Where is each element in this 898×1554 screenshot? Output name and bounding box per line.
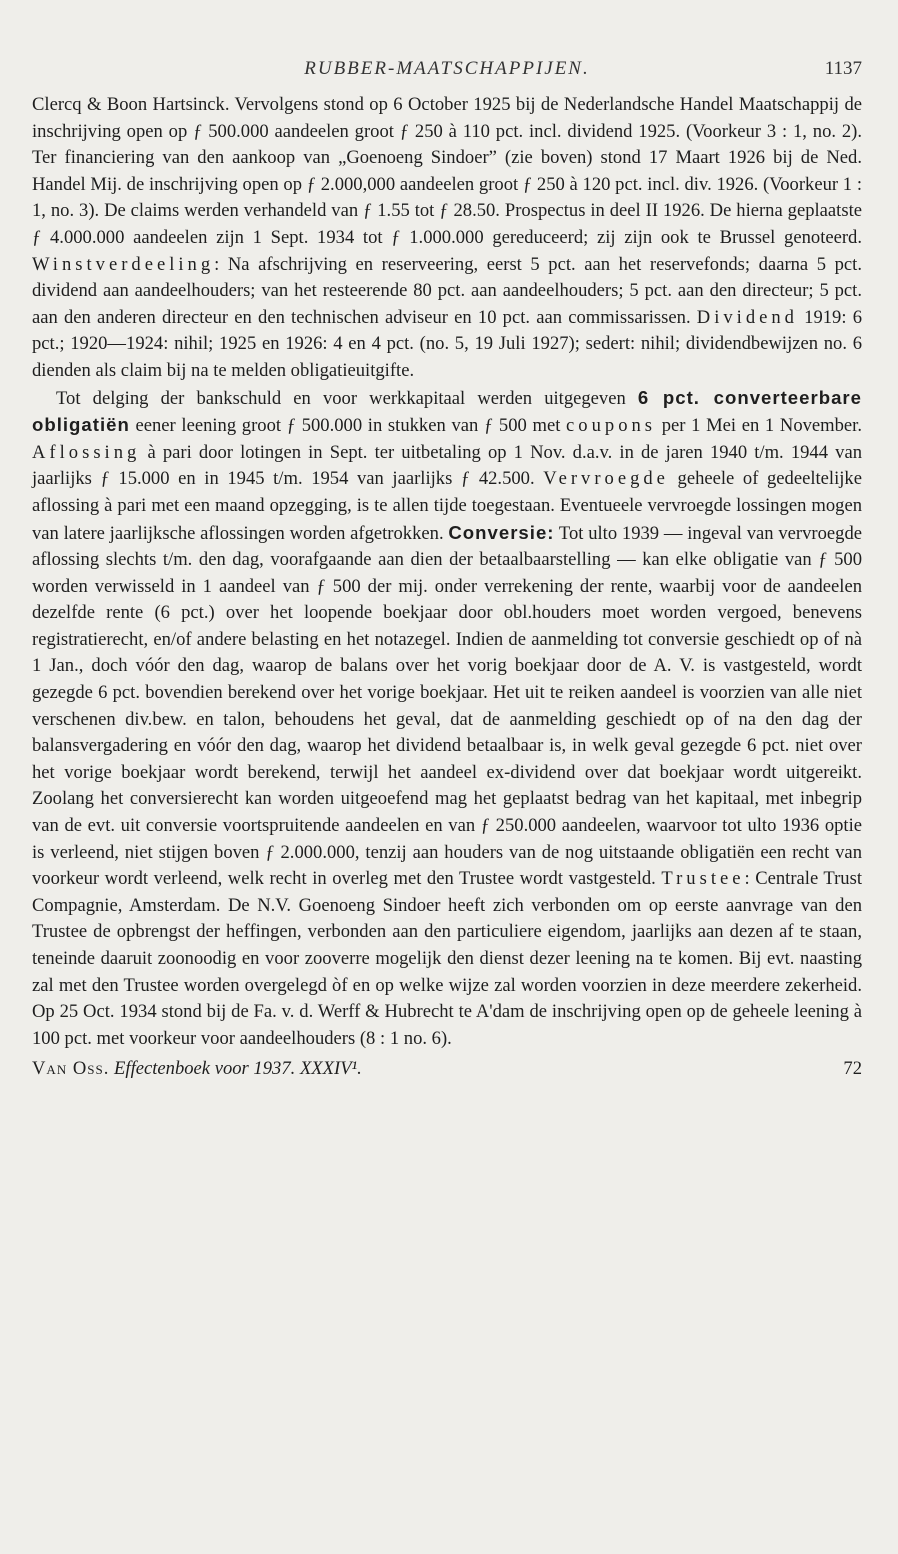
label-dividend: Dividend	[696, 306, 798, 328]
paragraph-bonds-text-e: geheele of gedeeltelijke aflossing à pari met een maand opzegging, is te allen tijde toegestaan. Eventueele vervroegde lossingen mogen van latere jaarlijksche aflossingen worden afgetrokken.	[32, 468, 862, 544]
paragraph-bonds-text-a: Tot delging der bankschuld en voor werkkapitaal werden uitgegeven	[56, 387, 638, 409]
paragraph-shares-text-a: Clercq & Boon Hartsinck. Vervolgens stond op 6 October 1925 bij de Nederlandsche Handel Maatschappij de inschrijving open op ƒ 500.000 aandeelen groot ƒ 250 à 110 pct. incl. dividend 1925. (Voorkeur 3 : 1, no. 2). Ter financiering van den aankoop van „Goenoeng Sindoer” (zie boven) stond 17 Maart 1926 bij de Ned. Handel Mij. de inschrijving open op ƒ 2.000,000 aandeelen groot ƒ 250 à 120 pct. incl. div. 1926. (Voorkeur 1 : 1, no. 3). De claims werden verhandeld van ƒ 1.55 tot ƒ 28.50. Prospectus in deel II 1926. De hierna geplaatste ƒ 4.000.000 aandeelen zijn 1 Sept. 1934 tot ƒ 1.000.000 gereduceerd; zij zijn ook te Brussel genoteerd.	[32, 94, 862, 248]
paragraph-shares	[32, 92, 862, 385]
paragraph-bonds-text-g: : Centrale Trust Compagnie, Amsterdam. De N.V. Goenoeng Sindoer heeft zich verbonden om op eerste aanvrage van den Trustee de opbrengst der heffingen, verbonden aan den particuliere eigendom, jaarlijks aan dezen af te staan, teneinde daaruit zoonoodig en voor zooverre mogelijk den dienst dezer leening na te komen. Bij evt. naasting zal met den Trustee worden overgelegd òf en op welke wijze zal worden voorzien in deze meerdere zekerheid. Op 25 Oct. 1934 stond bij de Fa. v. d. Werff & Hubrecht te A'dam de inschrijving open op de geheele leening à 100 pct. met voorkeur voor aandeelhouders (8 : 1 no. 6).	[32, 868, 862, 1049]
paragraph-bonds-text-c: per 1 Mei en 1 November.	[656, 415, 862, 437]
body-text	[32, 92, 862, 1052]
footer-signature-number: 72	[843, 1058, 862, 1080]
running-title: RUBBER-MAATSCHAPPIJEN.	[304, 58, 590, 79]
paragraph-shares-text-c: 1919: 6 pct.; 1920—1924: nihil; 1925 en 1926: 4 en 4 pct. (no. 5, 19 Juli 1927); sedert: nihil; dividendbewijzen no. 6 dienden als claim bij na te melden obligatieuitgifte.	[32, 306, 862, 381]
label-trustee: Trustee	[661, 868, 745, 890]
footer-book-title: Effectenboek voor 1937.	[114, 1058, 296, 1080]
paragraph-bonds-text-f: Tot ulto 1939 — ingeval van vervroegde aflossing slechts t/m. den dag, voorafgaande aan dien der betaalbaarstelling — kan elke obligatie van ƒ 500 worden verwisseld in 1 aandeel van ƒ 500 der mij. onder verrekening der rente, waarbij voor de aandeelen dezelfde rente (6 pct.) over het loopende boekjaar door obl.houders moet worden vergoed, benevens registratierecht, en/of andere belasting en het notazegel. Indien de aanmelding tot conversie geschiedt op of nà 1 Jan., doch vóór den dag, waarop de balans over het vorig boekjaar door de A. V. is vastgesteld, wordt gezegde 6 pct. bovendien berekend over het vorige boekjaar. Het uit te reiken aandeel is voorzien van alle niet verschenen div.bew. en talon, behoudens het geval, dat de aanmelding geschiedt op of na den dag der balansvergadering en vóór den dag, waarop het dividend betaalbaar is, in welk geval gezegde 6 pct. niet over het vorige boekjaar wordt berekend, terwijl het aandeel ex-dividend over dat boekjaar wordt uitgereikt. Zoolang het conversierecht kan worden uitgeoefend mag het geplaatst bedrag van het kapitaal, met inbegrip van de evt. uit conversie voortspruitende aandeelen en van ƒ 250.000 aandeelen, waarvoor tot ulto 1936 optie is verleend, niet stijgen boven ƒ 2.000.000, tenzij aan houders van de nog uitstaande obligatiën een recht van voorkeur wordt verleend, welk recht in overleg met den Trustee wordt vastgesteld.	[32, 522, 863, 890]
page-number: 1137	[824, 58, 862, 79]
page-footer	[32, 1058, 862, 1088]
label-vervroegde: Vervroegde	[543, 468, 669, 490]
paragraph-bonds-text-d: à pari door lotingen in Sept. ter uitbetaling op 1 Nov. d.a.v. in de jaren 1940 t/m. 1944 van jaarlijks ƒ 15.000 en in 1945 t/m. 1954 van jaarlijks ƒ 42.500.	[32, 441, 862, 490]
running-header	[32, 58, 862, 92]
paragraph-shares-text-b: : Na afschrijving en reserveering, eerst 5 pct. aan het reservefonds; daarna 5 pct. dividend aan aandeelhouders; van het resteerende 80 pct. aan aandeelhouders; 5 pct. aan den directeur; 5 pct. aan den anderen directeur en den technischen adviseur en 10 pct. aan commissarissen.	[32, 253, 862, 328]
paragraph-bonds-text-b: eener leening groot ƒ 500.000 in stukken van ƒ 500 met	[129, 415, 567, 437]
heading-conversie: Conversie:	[448, 521, 555, 543]
heading-obligaties: 6 pct. converteerbare obligatiën	[32, 386, 862, 436]
label-winstverdeeling: Winstverdeeling	[32, 253, 215, 275]
footer-imprint	[32, 1058, 362, 1080]
footer-volume: XXXIV¹.	[299, 1058, 362, 1080]
label-coupons: coupons	[566, 415, 657, 437]
paragraph-bonds	[32, 385, 862, 1053]
footer-publisher: Van Oss.	[32, 1058, 110, 1080]
label-aflossing: Aflossing	[32, 441, 141, 463]
